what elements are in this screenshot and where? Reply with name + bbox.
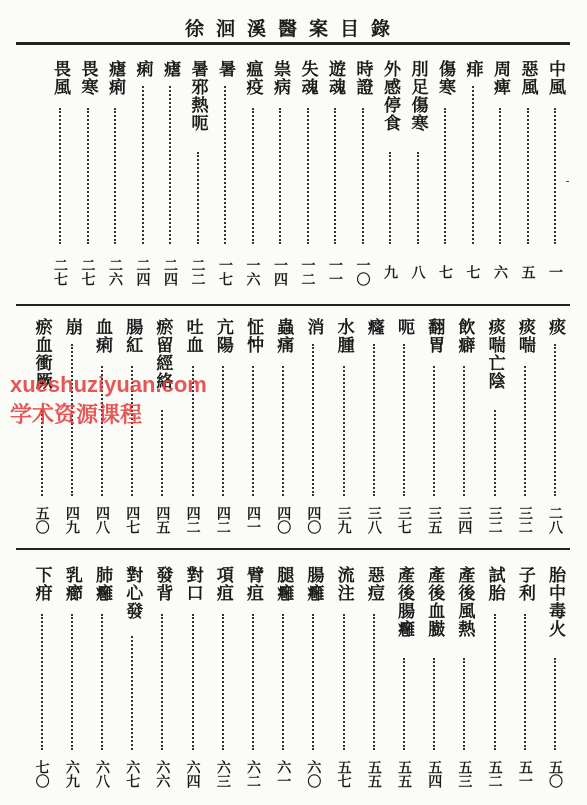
toc-entry <box>182 566 204 794</box>
page-number: 四九 <box>63 506 80 534</box>
leader-dots <box>472 86 474 244</box>
leader-dots <box>131 636 133 750</box>
leader-dots <box>192 614 194 750</box>
page-number: 一 <box>547 265 563 279</box>
toc-section-1 <box>18 60 570 296</box>
entry-title: 怔忡 <box>243 318 263 354</box>
toc-entry <box>352 60 374 296</box>
page-number: 六二 <box>245 760 261 788</box>
header-rule <box>16 42 570 45</box>
entry-title: 痰喘亡陰 <box>484 318 505 390</box>
leader-dots <box>312 614 314 750</box>
entry-title: 瘧痢 <box>105 60 125 96</box>
leader-dots <box>101 614 103 750</box>
page-number: 六九 <box>63 760 80 788</box>
toc-entry <box>214 60 236 296</box>
leader-dots <box>463 658 465 750</box>
page-header: 徐洄溪醫案目錄 <box>184 18 402 40</box>
leader-dots <box>389 152 391 244</box>
toc-entry <box>484 566 506 794</box>
toc-entry <box>333 566 355 794</box>
toc-entry <box>187 60 209 296</box>
toc-entry <box>272 566 294 794</box>
page-number: 三七 <box>396 506 412 534</box>
entry-title: 暑 <box>215 60 235 78</box>
page-number: 一二 <box>299 258 316 286</box>
toc-entry <box>544 318 566 540</box>
entry-title: 祟病 <box>270 60 290 96</box>
entry-title: 產後血臌 <box>424 566 445 638</box>
page-number: 五四 <box>426 760 443 788</box>
page-number: 一〇 <box>354 258 371 286</box>
toc-entry <box>333 318 355 540</box>
page-number: 五〇 <box>33 506 50 534</box>
leader-dots <box>554 108 556 244</box>
leader-dots <box>527 108 529 244</box>
page-number: 九 <box>382 265 398 279</box>
entry-title: 癃 <box>363 318 384 336</box>
leader-dots <box>71 614 73 750</box>
toc-entry <box>49 60 71 296</box>
leader-dots <box>222 366 224 496</box>
leader-dots <box>142 86 144 244</box>
entry-title: 惡風 <box>517 60 538 96</box>
entry-title: 翻胃 <box>424 318 445 354</box>
entry-title: 瘀血衝厥 <box>31 318 52 390</box>
entry-title: 時證 <box>352 60 373 96</box>
entry-title: 流注 <box>333 566 354 602</box>
watermark-text: 学术资源课程 <box>10 402 143 427</box>
toc-entry <box>544 566 566 794</box>
leader-dots <box>334 108 336 244</box>
page-number: 四八 <box>94 506 110 534</box>
entry-title: 失魂 <box>297 60 318 96</box>
entry-title: 惡痘 <box>363 566 384 602</box>
entry-title: 瘧 <box>160 60 180 78</box>
toc-entry <box>272 318 294 540</box>
toc-entry <box>324 60 346 296</box>
page-number: 三四 <box>456 506 473 534</box>
entry-title: 亢陽 <box>212 318 233 354</box>
section-divider-1 <box>16 304 570 306</box>
leader-dots <box>312 344 314 496</box>
toc-entry <box>434 60 456 296</box>
page-number: 四二 <box>184 506 201 534</box>
leader-dots <box>222 614 224 750</box>
entry-title: 刖足傷寒 <box>407 60 428 132</box>
entry-title: 飲癖 <box>454 318 475 354</box>
page-number: 七〇 <box>33 760 50 788</box>
toc-entry <box>489 60 511 296</box>
leader-dots <box>499 108 501 244</box>
page-number: 四一 <box>245 506 261 534</box>
entry-title: 肺癰 <box>92 566 112 602</box>
entry-title: 蟲痛 <box>273 318 294 354</box>
leader-dots <box>59 108 61 244</box>
toc-entry <box>453 318 475 540</box>
toc-entry <box>212 566 234 794</box>
toc-entry <box>462 60 484 296</box>
entry-title: 下疳 <box>31 566 52 602</box>
entry-title: 臂疽 <box>243 566 263 602</box>
leader-dots <box>403 658 405 750</box>
leader-dots <box>224 86 226 244</box>
toc-entry <box>212 318 234 540</box>
entry-title: 瘟疫 <box>242 60 263 96</box>
entry-title: 傷寒 <box>435 60 455 96</box>
toc-entry <box>302 566 324 794</box>
entry-title: 水腫 <box>333 318 354 354</box>
entry-title: 對心發 <box>122 566 143 620</box>
toc-entry <box>363 318 385 540</box>
toc-entry <box>77 60 99 296</box>
page-number: 四七 <box>124 506 141 534</box>
page-number: 三五 <box>426 506 443 534</box>
toc-entry <box>302 318 324 540</box>
leader-dots <box>252 614 254 750</box>
page-number: 二八 <box>547 506 563 534</box>
entry-title: 對口 <box>182 566 203 602</box>
entry-title: 產後風熱 <box>454 566 475 638</box>
page-number: 四〇 <box>275 506 292 534</box>
page-number: 二四 <box>134 258 151 286</box>
toc-entry <box>363 566 385 794</box>
leader-dots <box>282 614 284 750</box>
page-number: 六七 <box>124 760 141 788</box>
page-number: 八 <box>409 265 426 279</box>
entry-title: 痰喘 <box>514 318 535 354</box>
toc-entry <box>297 60 319 296</box>
leader-dots <box>41 614 43 750</box>
margin-mark <box>566 181 569 182</box>
page-number: 四〇 <box>305 506 322 534</box>
entry-title: 產後腸癰 <box>394 566 414 638</box>
toc-entry <box>242 60 264 296</box>
leader-dots <box>87 108 89 244</box>
toc-entry <box>393 318 415 540</box>
toc-entry <box>379 60 401 296</box>
entry-title: 痱 <box>462 60 483 78</box>
toc-entry <box>31 566 53 794</box>
page-number: 七 <box>437 265 453 279</box>
toc-section-3 <box>18 566 570 794</box>
leader-dots <box>197 152 199 244</box>
toc-entry <box>121 566 143 794</box>
toc-entry <box>159 60 181 296</box>
page-number: 五〇 <box>547 760 563 788</box>
watermark-url: xueshuziyuan.com <box>10 372 207 397</box>
leader-dots <box>444 108 446 244</box>
entry-title: 外感停食 <box>380 60 400 132</box>
page-number: 六 <box>492 265 508 279</box>
leader-dots <box>554 658 556 750</box>
toc-entry <box>544 60 566 296</box>
entry-title: 畏風 <box>50 60 70 96</box>
leader-dots <box>343 614 345 750</box>
entry-title: 腸紅 <box>122 318 143 354</box>
page-number: 一六 <box>244 258 261 286</box>
entry-title: 消 <box>303 318 324 336</box>
leader-dots <box>252 366 254 496</box>
toc-entry <box>132 60 154 296</box>
leader-dots <box>433 658 435 750</box>
entry-title: 周痺 <box>490 60 510 96</box>
entry-title: 暑邪熱呃 <box>187 60 208 132</box>
leader-dots <box>343 366 345 496</box>
page-number: 一一 <box>327 258 343 286</box>
entry-title: 痢 <box>132 60 153 78</box>
entry-title: 子利 <box>514 566 535 602</box>
toc-entry <box>242 318 264 540</box>
entry-title: 試胎 <box>484 566 505 602</box>
page-number: 二四 <box>162 258 178 286</box>
toc-entry <box>423 318 445 540</box>
entry-title: 腿癰 <box>273 566 294 602</box>
toc-entry <box>514 566 536 794</box>
entry-title: 崩 <box>61 318 82 336</box>
leader-dots <box>524 614 526 750</box>
leader-dots <box>161 614 163 750</box>
toc-entry <box>151 566 173 794</box>
page-number: 五 <box>519 265 536 279</box>
page-number: 二二 <box>189 258 206 286</box>
page-number: 七 <box>464 265 481 279</box>
entry-title: 乳癤 <box>61 566 82 602</box>
entry-title: 血痢 <box>92 318 112 354</box>
page-number: 五二 <box>486 760 503 788</box>
toc-entry <box>517 60 539 296</box>
leader-dots <box>169 86 171 244</box>
entry-title: 項疽 <box>212 566 233 602</box>
leader-dots <box>433 366 435 496</box>
leader-dots <box>362 108 364 244</box>
page-number: 六四 <box>184 760 201 788</box>
page-number: 五一 <box>516 760 533 788</box>
leader-dots <box>252 108 254 244</box>
toc-entry <box>61 566 83 794</box>
page-number: 二六 <box>107 258 123 286</box>
toc-entry <box>407 60 429 296</box>
entry-title: 發背 <box>152 566 173 602</box>
page-number: 五七 <box>335 760 352 788</box>
page-number: 三八 <box>365 506 382 534</box>
page-number: 三二 <box>486 506 503 534</box>
leader-dots <box>373 614 375 750</box>
page-number: 二七 <box>79 258 96 286</box>
entry-title: 呃 <box>394 318 414 336</box>
toc-entry <box>104 60 126 296</box>
leader-dots <box>403 344 405 496</box>
page-number: 一四 <box>272 258 288 286</box>
toc-entry <box>242 566 264 794</box>
page-number: 六六 <box>154 760 171 788</box>
toc-entry <box>514 318 536 540</box>
leader-dots <box>554 344 556 496</box>
page-number: 二七 <box>52 258 68 286</box>
page-number: 六〇 <box>305 760 322 788</box>
page-number: 四五 <box>154 506 171 534</box>
page-number: 四二 <box>214 506 231 534</box>
entry-title: 胎中毒火 <box>545 566 565 638</box>
page-number: 六八 <box>94 760 110 788</box>
entry-title: 痰 <box>545 318 565 336</box>
leader-dots <box>417 152 419 244</box>
leader-dots <box>279 108 281 244</box>
entry-title: 瘀留經絡 <box>152 318 173 390</box>
leader-dots <box>373 344 375 496</box>
page-number: 五五 <box>396 760 412 788</box>
page-number: 三九 <box>335 506 352 534</box>
entry-title: 中風 <box>545 60 565 96</box>
toc-entry <box>423 566 445 794</box>
section-divider-2 <box>16 548 570 550</box>
page-number: 三二 <box>516 506 533 534</box>
toc-entry <box>393 566 415 794</box>
entry-title: 畏寒 <box>77 60 98 96</box>
leader-dots <box>494 410 496 496</box>
entry-title: 遊魂 <box>325 60 345 96</box>
leader-dots <box>307 108 309 244</box>
entry-title: 吐血 <box>182 318 203 354</box>
toc-entry <box>484 318 506 540</box>
toc-entry <box>453 566 475 794</box>
page-number: 一七 <box>217 258 233 286</box>
toc-entry <box>269 60 291 296</box>
leader-dots <box>463 366 465 496</box>
page-number: 五五 <box>365 760 382 788</box>
leader-dots <box>282 366 284 496</box>
page-number: 六一 <box>275 760 292 788</box>
toc-entry <box>91 566 113 794</box>
page-number: 六三 <box>214 760 231 788</box>
entry-title: 腸癰 <box>303 566 324 602</box>
page-number: 五三 <box>456 760 473 788</box>
watermark <box>10 370 207 430</box>
leader-dots <box>494 614 496 750</box>
leader-dots <box>524 366 526 496</box>
leader-dots <box>114 108 116 244</box>
